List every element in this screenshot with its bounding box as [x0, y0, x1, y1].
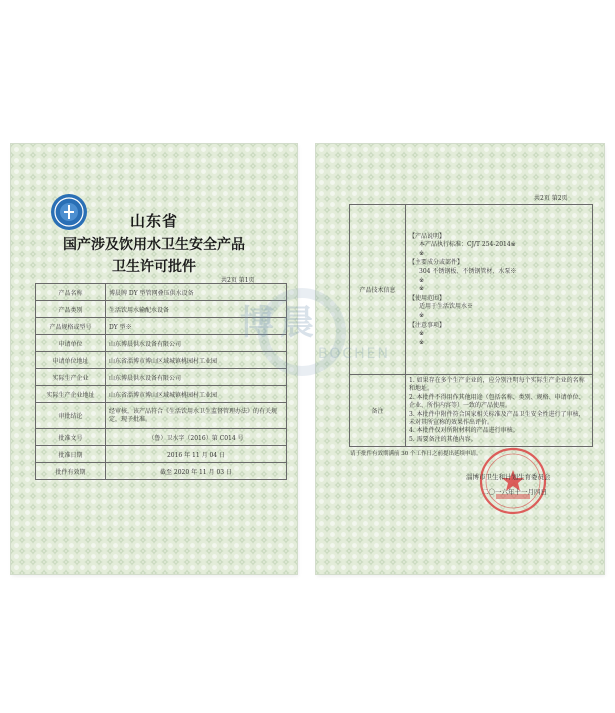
note-line: 2. 本批件不得用作其他用途（包括名称、类别、规格、申请单位、企业、所作内容等）一致的产品使用。 [409, 393, 585, 410]
row-value: 生活饮用水输配水设备 [106, 301, 287, 318]
row-label: 实际生产企业 [36, 369, 106, 386]
tech-line: 304 不锈钢板、不锈钢管材、水泵※ [419, 268, 517, 276]
row-value: 山东省淄博市博山区域城镇桃园村工业园 [106, 386, 287, 403]
row-label: 产品名称 [36, 284, 106, 301]
row-label: 申请单位地址 [36, 352, 106, 369]
notes-content [406, 375, 593, 447]
tech-line: 【使用范围】 [409, 294, 446, 302]
footnote: 请于批件有效期满前 30 个工作日之前提出延续申请。 [350, 451, 482, 457]
title-province: 山东省 [129, 212, 178, 230]
row-value: 山东省淄博市博山区域城镇桃园村工业园 [106, 352, 287, 369]
tech-line: 【注意事项】 [409, 321, 446, 329]
tech-line: 适用于生活饮用水※ [419, 303, 474, 311]
tech-line: 【产品说明】 [409, 232, 446, 240]
note-line: 4. 本批件仅对所附材料的产品进行审核。 [409, 427, 519, 435]
table-row [36, 429, 287, 446]
tech-line: ※ [419, 249, 425, 257]
tech-line: ※ [419, 285, 425, 293]
official-seal-icon [478, 446, 548, 516]
table-row [36, 446, 287, 463]
watermark-text: 博晨 [240, 303, 320, 343]
row-value: （鲁）卫水字（2016）第 C014 号 [106, 429, 287, 446]
note-line: 3. 本批件中附件符合国家相关标准及产品卫生安全性进行了审核，未对其所宣称的效果作出评价。 [409, 410, 585, 427]
issuer-name: 淄博市卫生和计划生育委员会 [466, 473, 551, 481]
title-sub: 卫生许可批件 [112, 259, 196, 275]
issue-date: 二〇一六年十一月四日 [482, 488, 547, 496]
row-value: DY 型※ [106, 318, 287, 335]
tech-line: ※ [419, 338, 425, 346]
row-label: 审批结论 [36, 403, 106, 429]
row-label: 批准文号 [36, 429, 106, 446]
row-label: 批件有效期 [36, 463, 106, 480]
note-line: 1. 如果存在多个生产企业的，应分别注明每个实际生产企业的名称和地址。 [409, 377, 585, 393]
row-value: 经审核，该产品符合《生活饮用水卫生监督管理办法》的有关规定，现予批准。 [106, 403, 287, 429]
tech-line: 本产品执行标准：CJ/T 254-2014※ [419, 241, 516, 249]
notes-label: 备注 [350, 375, 406, 447]
table-row [36, 352, 287, 369]
table-row [36, 463, 287, 480]
row-value: 截至 2020 年 11 月 03 日 [106, 463, 287, 480]
row-label: 实际生产企业地址 [36, 386, 106, 403]
permit-page-1 [11, 144, 297, 574]
table-row [36, 403, 287, 429]
note-line: 5. 需要备注的其他内容。 [409, 435, 477, 443]
tech-label: 产品技术信息 [350, 205, 406, 375]
tech-line: 【主要成分或部件】 [409, 259, 464, 267]
row-value: 博晨牌 DY 型管网叠压供水设备 [106, 284, 287, 301]
page-number: 共2页 第1页 [221, 277, 255, 284]
tech-info-table [349, 204, 593, 447]
tech-line: ※ [419, 276, 425, 284]
page-number: 共2页 第2页 [534, 195, 568, 202]
row-label: 申请单位 [36, 335, 106, 352]
row-value: 2016 年 11 月 04 日 [106, 446, 287, 463]
row-label: 批准日期 [36, 446, 106, 463]
title-main: 国产涉及饮用水卫生安全产品 [63, 237, 245, 253]
row-label: 产品规格或型号 [36, 318, 106, 335]
table-row [36, 386, 287, 403]
tech-line: ※ [419, 330, 425, 338]
table-row [36, 369, 287, 386]
table-row [350, 375, 593, 447]
watermark-subtext: BOCHEN [318, 346, 390, 362]
tech-line: ※ [419, 311, 425, 319]
row-value: 山东博晨供水设备有限公司 [106, 335, 287, 352]
row-label: 产品类别 [36, 301, 106, 318]
row-value: 山东博晨供水设备有限公司 [106, 369, 287, 386]
tech-content [406, 205, 593, 375]
